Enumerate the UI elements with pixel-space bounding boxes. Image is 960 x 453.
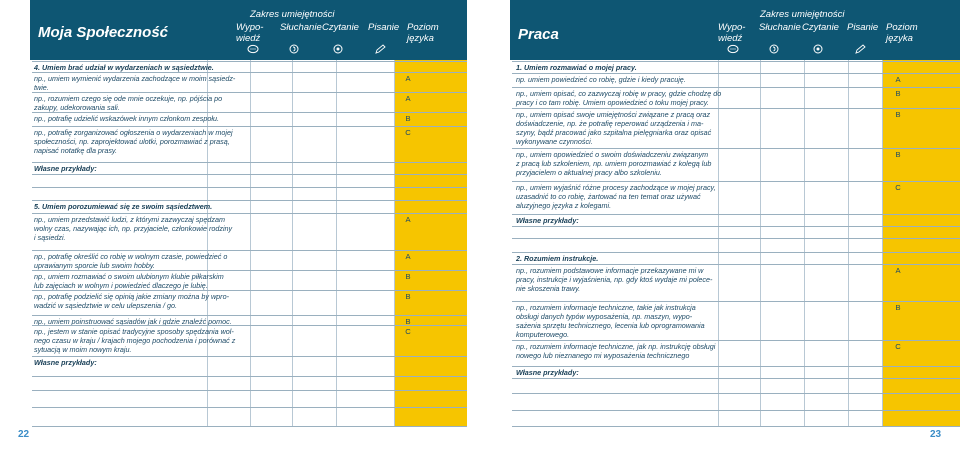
language-level: A	[895, 266, 901, 275]
row-divider	[512, 73, 960, 74]
skill-example: np., potrafię udzielić wskazówek innym członkom zespołu.	[34, 114, 219, 123]
skill-example: np., potrafię określić co robię w wolnym czasie, powiedzieć o uprawianym sporcie lub swoim hobby.	[34, 252, 228, 270]
left-page	[0, 0, 468, 453]
skill-example: np., potrafię zorganizować ogłoszenia o wydarzeniach w mojej społeczności, np. zaprojektować ulotki, porozmawiać z prasą, napisać notatkę dla prasy.	[34, 128, 233, 155]
language-level: A	[895, 75, 901, 84]
row-divider	[32, 162, 467, 163]
speech-bubble-icon	[726, 44, 740, 56]
language-level: B	[895, 110, 901, 119]
col-reading	[322, 22, 359, 33]
row-divider	[512, 238, 960, 239]
row-divider	[32, 174, 467, 175]
pencil-icon	[373, 44, 387, 56]
row-divider	[32, 390, 467, 391]
column-divider	[292, 60, 293, 427]
page-title: Praca	[518, 26, 559, 43]
col-label: Słuchanie	[759, 22, 801, 33]
language-level: C	[895, 183, 901, 192]
col-label: Słuchanie	[280, 22, 322, 33]
col-label: Pisanie	[847, 22, 879, 33]
row-divider	[32, 200, 467, 201]
language-level: B	[405, 114, 411, 123]
column-divider	[804, 60, 805, 427]
row-divider	[512, 426, 960, 427]
row-divider	[32, 376, 467, 377]
ear-icon	[287, 44, 301, 56]
row-divider	[32, 407, 467, 408]
skills-range-heading: Zakres umiejętności	[760, 9, 845, 20]
skill-example: np., umiem poinstruować sąsiadów jak i gdzie znaleźć pomoc.	[34, 317, 232, 326]
row-divider	[32, 92, 467, 93]
section-heading: Własne przykłady:	[34, 358, 97, 367]
col-label: Wypo- wiedź	[236, 22, 264, 44]
speech-bubble-icon	[246, 44, 260, 56]
skill-example: np., rozumiem informacje techniczne, takie jak instrukcja obsługi danych typów wyposażenia, np. maszyn, wypo- sażenia sprzętu technicznego, lecenia lub oprogramowania komputerowego.	[516, 303, 705, 339]
row-divider	[32, 270, 467, 271]
left-header	[30, 0, 467, 60]
page-title: Moja Społeczność	[38, 24, 169, 41]
skill-example: np., jestem w stanie opisać tradycyjne sposoby spędzania wol- nego czasu w kraju / krajach mojego pochodzenia i porównać z sytuacją w moim nowym kraju.	[34, 327, 236, 354]
row-divider	[512, 226, 960, 227]
language-level: C	[405, 327, 411, 336]
right-page	[510, 0, 960, 453]
skill-example: np., rozumiem informacje techniczne, jak np. instrukcję obsługi nowego lub nieznanego mi wyposażenia technicznego	[516, 342, 716, 360]
page-number: 23	[930, 429, 942, 440]
col-level	[407, 22, 439, 44]
row-divider	[512, 87, 960, 88]
row-divider	[32, 356, 467, 357]
row-divider	[512, 366, 960, 367]
language-level: B	[405, 292, 411, 301]
language-level: B	[895, 89, 901, 98]
skill-example: np., umiem wyjaśnić różne procesy zachodzące w mojej pracy, uzasadnić to co robię, żartować na ten temat oraz używać aluzyjnego języka z kolegami.	[516, 183, 716, 210]
section-heading: 4. Umiem brać udział w wydarzeniach w sąsiedztwie.	[34, 63, 214, 72]
right-header	[510, 0, 960, 60]
col-level	[886, 22, 918, 44]
column-divider	[760, 60, 761, 427]
row-divider	[512, 214, 960, 215]
column-divider	[336, 60, 337, 427]
skill-example: np., umiem przedstawić ludzi, z którymi zazwyczaj spędzam wolny czas, nazywając ich, np. przyjaciele, członkowie rodziny i sąsiedzi.	[34, 215, 233, 242]
row-divider	[32, 325, 467, 326]
col-label: Pisanie	[368, 22, 400, 33]
section-heading: 5. Umiem porozumiewać się ze swoim sąsiedztwem.	[34, 202, 213, 211]
pencil-icon	[853, 44, 867, 56]
left-skills-table	[32, 60, 467, 427]
language-level: B	[405, 317, 411, 326]
language-level: C	[405, 128, 411, 137]
language-level: A	[405, 94, 411, 103]
skills-range-heading: Zakres umiejętności	[250, 9, 335, 20]
skill-example: np., potrafię podzielić się opinią jakie zmiany można by wpro- wadzić w sąsiedztwie w celu ulepszenia / go.	[34, 292, 229, 310]
row-divider	[32, 126, 467, 127]
skill-example: np., umiem wymienić wydarzenia zachodzące w moim sąsiedz- twie.	[34, 74, 236, 92]
language-level: A	[405, 215, 411, 224]
row-divider	[32, 72, 467, 73]
ear-icon	[767, 44, 781, 56]
row-divider	[512, 340, 960, 341]
language-level: A	[405, 252, 411, 261]
skill-example: np., umiem opisać, co zazwyczaj robię w pracy, gdzie chodzę do pracy i co tam robię. Umiem opowiedzieć o toku mojej pracy.	[516, 89, 722, 107]
skill-example: np. umiem powiedzieć co robię, gdzie i kiedy pracuję.	[516, 75, 686, 84]
row-divider	[512, 148, 960, 149]
skill-example: np., umiem rozmawiać o swoim ulubionym klubie piłkarskim lub zajęciach w wolnym i powiedzieć dlaczego je lubię.	[34, 272, 224, 290]
column-divider	[394, 60, 395, 427]
column-divider	[848, 60, 849, 427]
skill-example: np., umiem opisać swoje umiejętności związane z pracą oraz doświadczenie, np. że potrafię reperować urządzenia i ma- szyny, bądź pracować jako szpitalna pielęgniarka oraz opisać wykonywane czynności.	[516, 110, 712, 146]
section-heading: Własne przykłady:	[516, 216, 579, 225]
col-label: Wypo- wiedź	[718, 22, 746, 44]
col-listening	[759, 22, 801, 33]
column-divider	[250, 60, 251, 427]
language-level: B	[895, 150, 901, 159]
skill-example: np., rozumiem czego się ode mnie oczekuje, np. pójścia po zakupy, udekorowania sali.	[34, 94, 223, 112]
row-divider	[32, 187, 467, 188]
col-label: Czytanie	[802, 22, 839, 33]
row-divider	[32, 290, 467, 291]
row-divider	[512, 181, 960, 182]
row-divider	[512, 252, 960, 253]
row-divider	[512, 108, 960, 109]
row-divider	[512, 264, 960, 265]
row-divider	[512, 393, 960, 394]
row-divider	[512, 378, 960, 379]
row-divider	[512, 410, 960, 411]
section-heading: Własne przykłady:	[516, 368, 579, 377]
skill-example: np., umiem opowiedzieć o swoim doświadczeniu związanym z pracą lub szkoleniem, np. umiem porozmawiać z kolegą lub przyjacielem o aktualnej pracy albo szkoleniu.	[516, 150, 712, 177]
row-divider	[32, 315, 467, 316]
column-divider	[718, 60, 719, 427]
row-divider	[32, 213, 467, 214]
skill-example: np., rozumiem podstawowe informacje przekazywane mi w pracy, instrukcje i wyjaśnienia, np. gdy ktoś wydaje mi polece- nie skoszenia trawy.	[516, 266, 713, 293]
page-number: 22	[18, 429, 30, 440]
col-speaking	[236, 22, 270, 44]
row-divider	[32, 61, 467, 62]
section-heading: 1. Umiem rozmawiać o mojej pracy.	[516, 63, 637, 72]
row-divider	[512, 61, 960, 62]
language-level: B	[405, 272, 411, 281]
col-label: Czytanie	[322, 22, 359, 33]
language-level: A	[405, 74, 411, 83]
section-heading: 2. Rozumiem instrukcje.	[516, 254, 599, 263]
row-divider	[32, 250, 467, 251]
col-listening	[280, 22, 322, 33]
col-speaking	[718, 22, 752, 44]
col-writing	[847, 22, 878, 33]
eye-icon	[811, 44, 825, 56]
language-level: C	[895, 342, 901, 351]
col-label: Poziom języka	[407, 22, 439, 44]
col-label: Poziom języka	[886, 22, 918, 44]
row-divider	[512, 301, 960, 302]
right-skills-table	[512, 60, 960, 427]
row-divider	[32, 112, 467, 113]
language-level: B	[895, 303, 901, 312]
col-reading	[802, 22, 839, 33]
row-divider	[32, 426, 467, 427]
col-writing	[368, 22, 399, 33]
eye-icon	[331, 44, 345, 56]
column-divider	[882, 60, 883, 427]
section-heading: Własne przykłady:	[34, 164, 97, 173]
